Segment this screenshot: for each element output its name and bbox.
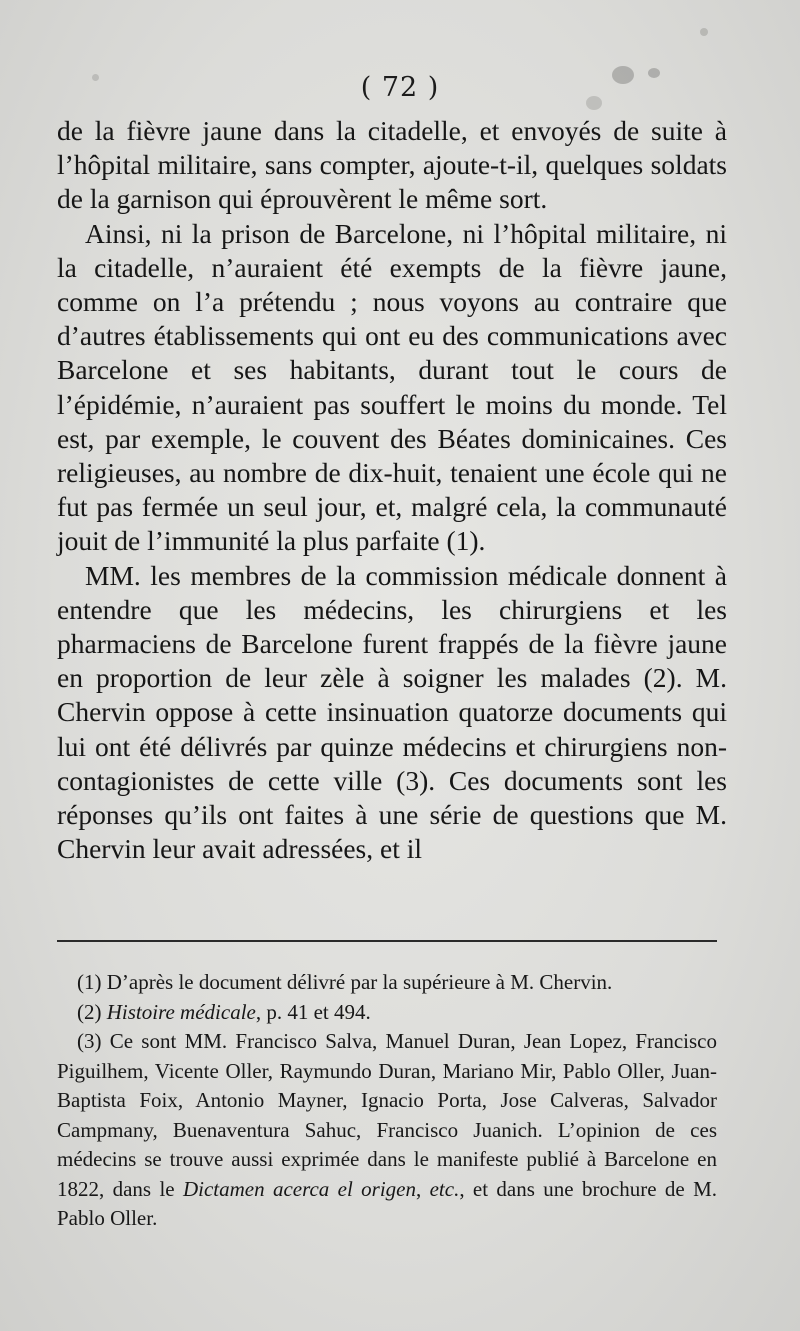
footnote-1: (1) D’après le document délivré par la supérieure à M. Chervin. bbox=[77, 970, 613, 994]
body-text bbox=[57, 114, 727, 866]
footnote-2-title: Histoire médicale bbox=[106, 999, 256, 1024]
footnote-3-title: Dictamen acerca el origen bbox=[182, 1176, 416, 1201]
paragraph-prison-citadelle: Ainsi, ni la prison de Barcelone, ni l’hôpital militaire, ni la citadelle, n’auraient été exempts de la fièvre jaune, comme on l’a prétendu ; nous voyons au contraire que d’autres établissements qui ont eu des communications avec Barcelone et ses habitants, durant tout le cours de l’épidémie, n’auraient pas souffert le moins du monde. Tel est, par exemple, le couvent des Béates dominicaines. Ces religieuses, au nombre de dix-huit, tenaient une école qui ne fut pas fermée un seul jour, et, malgré cela, la communauté jouit de l’immunité la plus parfaite (1). bbox=[57, 217, 727, 557]
paragraph-continuation: de la fièvre jaune dans la citadelle, et envoyés de suite à l’hôpital militaire, sans compter, ajoute-t-il, quelques soldats de la garnison qui éprouvèrent le même sort. bbox=[57, 115, 727, 215]
footnote-3-comma: , bbox=[415, 1176, 430, 1201]
footnote-2-pages: , p. 41 et 494. bbox=[255, 999, 371, 1024]
footnote-3-text-end: , et dans une brochure de M. Pablo Oller. bbox=[57, 1176, 718, 1230]
footnotes bbox=[57, 968, 717, 1234]
ink-spot bbox=[700, 28, 708, 36]
footnote-3-etc: etc. bbox=[429, 1176, 460, 1201]
footnote-3-text: (3) Ce sont MM. Francisco Salva, Manuel Duran, Jean Lopez, Francisco Piguilhem, Vicente Oller, Raymundo Duran, Mariano Mir, Pablo Oller, Juan-Baptista Foix, Antonio Mayner, Ignacio Porta, Jose Calveras, Salvador Campmany, Buenaventura Sahuc, Francisco Juanich. L’opinion de ces médecins se trouve aussi exprimée dans le manifeste publié à Barcelone en 1822, dans le bbox=[57, 1029, 717, 1201]
page-number: ( 72 ) bbox=[360, 72, 440, 103]
paragraph-commission-medicale: MM. les membres de la commission médicale donnent à entendre que les médecins, les chirurgiens et les pharmaciens de Barcelone furent frappés de la fièvre jaune en proportion de leur zèle à soigner les malades (2). M. Chervin oppose à cette insinuation quatorze documents qui lui ont été délivrés par quinze médecins et chirurgiens non-contagionistes de cette ville (3). Ces documents sont les réponses qu’ils ont faites à une série de questions que M. Chervin leur avait adressées, et il bbox=[57, 559, 727, 865]
footnote-divider bbox=[57, 940, 717, 942]
footnote-2-marker: (2) bbox=[77, 999, 107, 1024]
footnote-3 bbox=[57, 1027, 717, 1234]
footnote-2 bbox=[57, 998, 717, 1028]
